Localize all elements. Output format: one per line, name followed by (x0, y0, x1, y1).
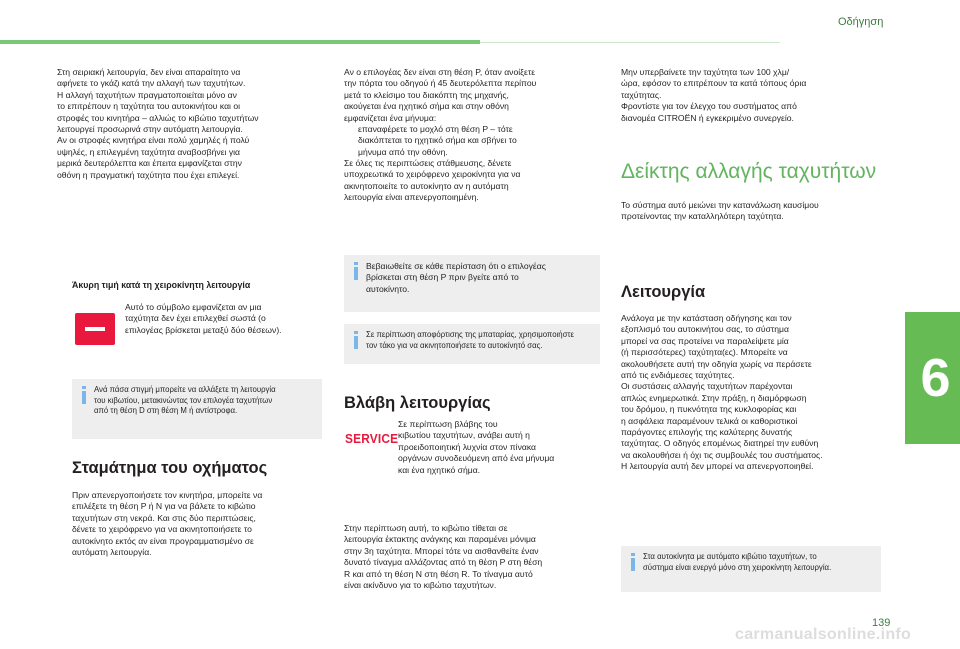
info-box-selector-p (344, 255, 600, 312)
invalid-gear-warning-icon (75, 313, 115, 345)
info-icon (352, 262, 360, 280)
selector-paragraph: Αν ο επιλογέας δεν είναι στη θέση P, όταν ανοίξετε την πόρτα του οδηγού ή 45 δευτερόλεπτα περίπου μετά το κλείσιμο του διακόπτη της μηχανής, ακούγεται ένα ηχητικό σήμα και στην οθόνη εμφανίζεται ένα μήνυμα: (344, 67, 537, 123)
info-box-automatic-text: Στα αυτοκίνητα με αυτόματο κιβώτιο ταχυτήτων, το σύστημα είναι ενεργό μόνο στη χειροκίνητη λειτουργία. (643, 552, 832, 572)
gear-shift-indicator-heading: Δείκτης αλλαγής ταχυτήτων (621, 160, 877, 183)
speed-limit-paragraph: Μην υπερβαίνετε την ταχύτητα των 100 χλμ/ ώρα, εφόσον το επιτρέπουν τα κατά τόπους όρια ταχύτητας. Φροντίστε για τον έλεγχο του συστήματος από διανομέα CITROËN ή εγκεκριμένο συνεργείο. (621, 67, 807, 123)
operation-paragraph: Ανάλογα με την κατάσταση οδήγησης και τον εξοπλισμό του αυτοκινήτου σας, το σύστημα μπορεί να σας προτείνει να παραλείψετε μία (ή περισσότερες) ταχύτητα(ες). Μπορείτε να ακολουθήσετε αυτή την οδηγία χωρίς να περάσετε από τις ενδιάμεσες ταχύτητες. Οι συστάσεις αλλαγής ταχυτήτων παρέχονται απλώς ενημερωτικά. Στην πράξη, η διαμόρφωση του δρόμου, η πυκνότητα της κυκλοφορίας και η ασφάλεια παραμένουν τελικά οι καθοριστικοί παράγοντες επιλογής της καλύτερης δυνατής ταχύτητας. Ο οδηγός επομένως διατηρεί την ευθύνη να ακολουθήσει ή όχι τις συμβουλές του συστήματος. Η λειτουργία αυτή δεν μπορεί να απενεργοποιηθεί. (621, 313, 823, 472)
info-icon (80, 386, 88, 404)
chapter-number: 6 (920, 348, 951, 408)
info-box-battery-text: Σε περίπτωση αποφόρτισης της μπαταρίας, χρησιμοποιήστε τον τάκο για να ακινητοποιήσετε το αυτοκίνητό σας. (366, 330, 574, 350)
watermark-logo: carmanualsonline.info (735, 626, 912, 643)
info-box-mode-change (72, 379, 322, 439)
selector-bullet-text: επαναφέρετε το μοχλό στη θέση P – τότε διακόπτεται το ηχητικό σήμα και σβήνει το μήνυμα από την οθόνη. (358, 124, 517, 157)
info-box-mode-change-text: Ανά πάσα στιγμή μπορείτε να αλλάξετε τη λειτουργία του κιβωτίου, μετακινώντας τον επιλογέα ταχυτήτων από τη θέση D στη θέση M ή αντίστροφα. (94, 385, 276, 416)
fault-heading: Βλάβη λειτουργίας (344, 394, 491, 412)
info-icon (629, 553, 637, 571)
info-box-battery (344, 324, 600, 364)
stop-vehicle-text: Πριν απενεργοποιήσετε τον κινητήρα, μπορείτε να επιλέξετε τη θέση P ή N για να βάλετε το κιβώτιο ταχυτήτων στη νεκρά. Και στις δύο περιπτώσεις, δένετε το χειρόφρενο για να ακινητοποιήσετε το αυτοκίνητο εκτός αν είναι προγραμματισμένο σε αυτόματη λειτουργία. (72, 490, 263, 558)
service-warning-icon: SERVICE (345, 432, 399, 446)
invalid-value-heading: Άκυρη τιμή κατά τη χειροκίνητη λειτουργία (72, 280, 251, 290)
header-divider (480, 42, 780, 43)
invalid-value-text: Αυτό το σύμβολο εμφανίζεται αν μια ταχύτητα δεν έχει επιλεχθεί σωστά (ο επιλογέας βρίσκεται μεταξύ δύο θέσεων). (125, 302, 282, 335)
info-box-automatic (621, 546, 881, 592)
fault-icon-text: Σε περίπτωση βλάβης του κιβωτίου ταχυτήτων, ανάβει αυτή η προειδοποιητική λυχνία στον πίνακα οργάνων συνοδευόμενη από ένα μήνυμα και ένα ηχητικό σήμα. (398, 419, 555, 475)
page-number: 139 (872, 617, 891, 629)
chapter-tab (905, 312, 960, 444)
info-icon (352, 331, 360, 349)
section-title: Οδήγηση (838, 16, 884, 28)
intro-paragraph: Στη σειριακή λειτουργία, δεν είναι απαραίτητο να αφήνετε το γκάζι κατά την αλλαγή των ταχυτήτων. Η αλλαγή ταχυτήτων πραγματοποιείται μόνο αν το επιτρέπουν η ταχύτητα του αυτοκινήτου και οι στροφές του κινητήρα – αλλιώς το κιβώτιο ταχυτήτων λειτουργεί προσωρινά στην αυτόματη λειτουργία. Αν οι στροφές κινητήρα είναι πολύ χαμηλές ή πολύ υψηλές, η επιλεγμένη ταχύτητα αναβοσβήνει για μερικά δευτερόλεπτα και έπειτα εμφανίζεται στην οθόνη η πραγματική ταχύτητα που έχει επιλεγεί. (57, 67, 259, 180)
stop-vehicle-heading: Σταμάτημα του οχήματος (72, 459, 268, 477)
header-accent-bar (0, 40, 480, 44)
gear-shift-indicator-text: Το σύστημα αυτό μειώνει την κατανάλωση καυσίμου προτείνοντας την καταλληλότερη ταχύτητα. (621, 200, 819, 222)
fault-paragraph: Στην περίπτωση αυτή, το κιβώτιο τίθεται σε λειτουργία έκτακτης ανάγκης και παραμένει μόνιμα στην 3η ταχύτητα. Μπορεί τότε να αισθανθείτε έναν δυνατό τίναγμα αλλάζοντας από τη θέση P στη θέση R και από τη θέση N στη θέση R. Το τίναγμα αυτό είναι ακίνδυνο για το κιβώτιο ταχυτήτων. (344, 523, 543, 591)
info-box-selector-p-text: Βεβαιωθείτε σε κάθε περίσταση ότι ο επιλογέας βρίσκεται στη θέση P πριν βγείτε από το αυτοκίνητο. (366, 261, 546, 294)
parking-paragraph: Σε όλες τις περιπτώσεις στάθμευσης, δένετε υποχρεωτικά το χειρόφρενο χειροκίνητα για να ακινητοποιείτε το αυτοκίνητο αν η αυτόματη λειτουργία είναι απενεργοποιημένη. (344, 158, 521, 203)
operation-heading: Λειτουργία (621, 283, 706, 301)
